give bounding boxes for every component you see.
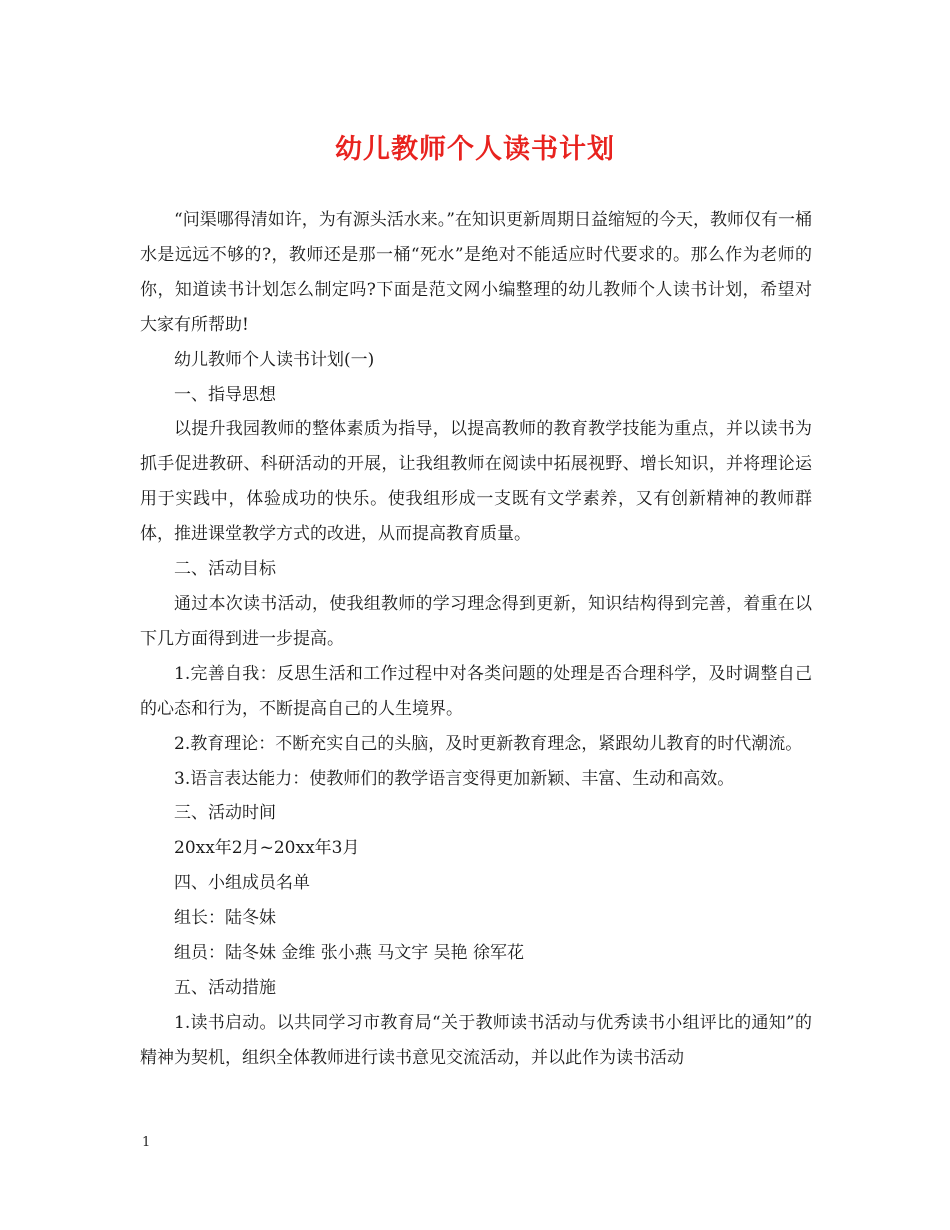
- section-heading-plan-one: 幼儿教师个人读书计划(一): [174, 349, 375, 370]
- group-leader: 组长：陆冬妹: [174, 908, 276, 929]
- paragraph-activity-goals: 通过本次读书活动，使我组教师的学习理念得到更新，知识结构得到完善，着重在以下几方面得到进一步提高。: [140, 593, 812, 649]
- paragraph-guiding-ideology: 以提升我园教师的整体素质为指导，以提高教师的教育教学技能为重点，并以读书为抓手促进教研、科研活动的开展，让我组教师在阅读中拓展视野、增长知识，并将理论运用于实践中，体验成功的快乐。使我组形成一支既有文学素养，又有创新精神的教师群体，推进课堂教学方式的改进，从而提高教育质量。: [140, 419, 812, 545]
- section-heading-activity-measures: 五、活动措施: [174, 977, 276, 998]
- section-heading-activity-time: 三、活动时间: [174, 803, 276, 824]
- activity-time-value: 20xx年2月~20xx年3月: [174, 838, 360, 859]
- document-title: 幼儿教师个人读书计划: [335, 134, 615, 165]
- group-members: 组员：陆冬妹 金维 张小燕 马文宇 吴艳 徐军花: [174, 943, 525, 964]
- document-body: [140, 203, 812, 1076]
- goal-item-self-improvement: 1.完善自我：反思生活和工作过程中对各类问题的处理是否合理科学，及时调整自己的心态和行为，不断提高自己的人生境界。: [140, 663, 812, 719]
- section-heading-member-list: 四、小组成员名单: [174, 873, 310, 894]
- goal-item-education-theory: 2.教育理论：不断充实自己的头脑，及时更新教育理念，紧跟幼儿教育的时代潮流。: [174, 733, 803, 754]
- goal-item-language-expression: 3.语言表达能力：使教师们的教学语言变得更加新颖、丰富、生动和高效。: [174, 768, 735, 789]
- section-heading-activity-goals: 二、活动目标: [174, 559, 276, 580]
- intro-paragraph: “问渠哪得清如许，为有源头活水来。”在知识更新周期日益缩短的今天，教师仅有一桶水是远远不够的?，教师还是那一桶“死水”是绝对不能适应时代要求的。那么作为老师的你，知道读书计划怎么制定吗?下面是范文网小编整理的幼儿教师个人读书计划，希望对大家有所帮助!: [140, 210, 812, 335]
- section-heading-guiding-ideology: 一、指导思想: [174, 384, 276, 405]
- page-number: 1: [142, 1135, 151, 1150]
- measure-item-reading-launch: 1.读书启动。以共同学习市教育局“关于教师读书活动与优秀读书小组评比的通知”的精神为契机，组织全体教师进行读书意见交流活动，并以此作为读书活动: [140, 1012, 812, 1068]
